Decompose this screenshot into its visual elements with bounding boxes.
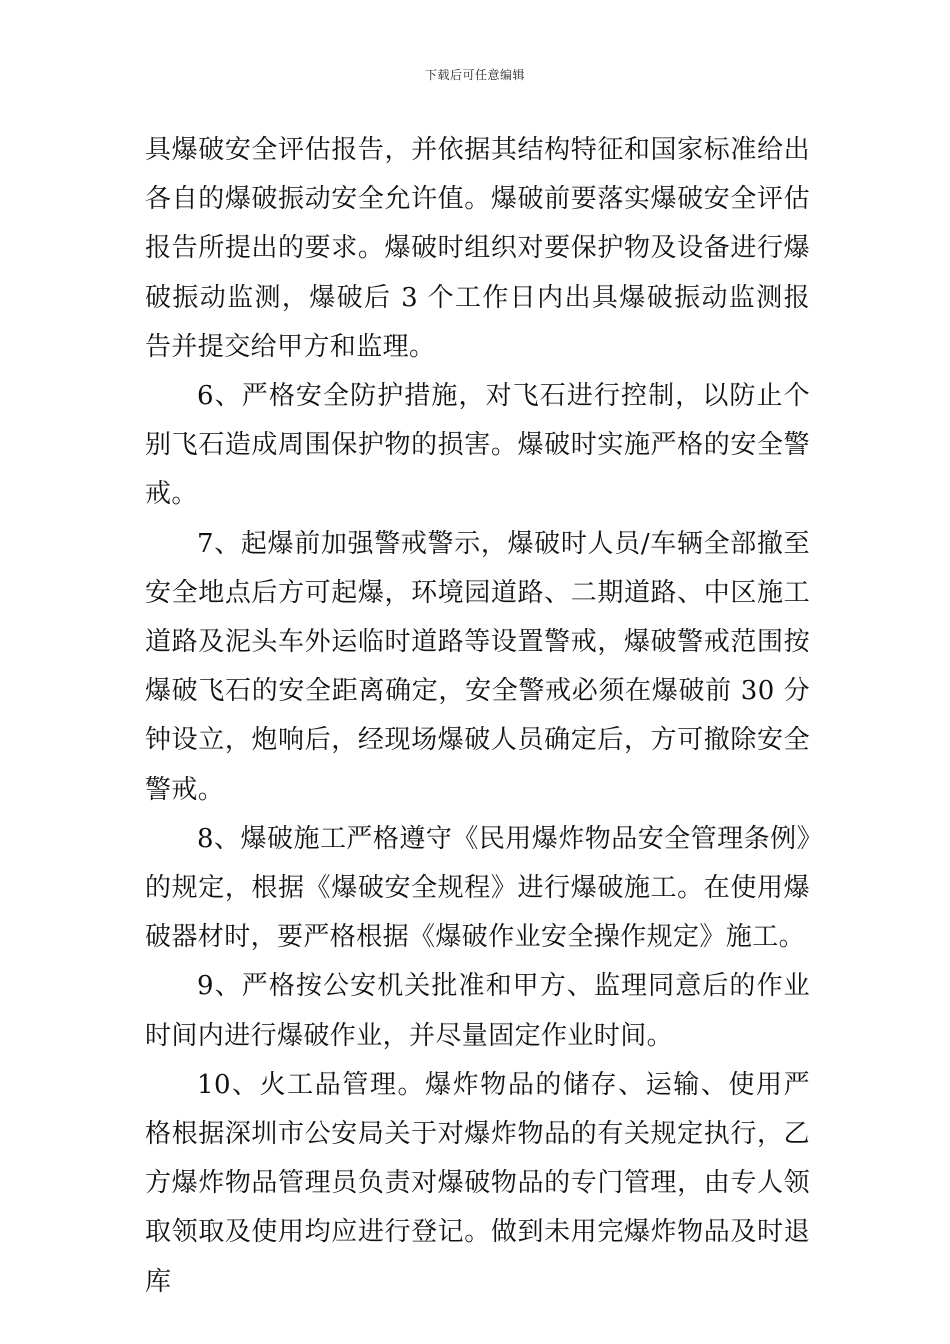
paragraph-item-6: 6、严格安全防护措施，对飞石进行控制，以防止个别飞石造成周围保护物的损害。爆破时实施严格的安全警戒。: [145, 381, 810, 510]
paragraph-item-10: 10、火工品管理。爆炸物品的储存、运输、使用严格根据深圳市公安局关于对爆炸物品的有关规定执行，乙方爆炸物品管理员负责对爆破物品的专门管理，由专人领取领取及使用均应进行登记。做到未用完爆炸物品及时退库: [145, 1069, 810, 1297]
paragraph-continuation: 具爆破安全评估报告，并依据其结构特征和国家标准给出各自的爆破振动安全允许值。爆破前要落实爆破安全评估报告所提出的要求。爆破时组织对要保护物及设备进行爆破振动监测，爆破后 3 个工作日内出具爆破振动监测报告并提交给甲方和监理。: [145, 135, 810, 362]
page-header: 下载后可任意编辑: [424, 68, 525, 82]
paragraph-item-8: 8、爆破施工严格遵守《民用爆炸物品安全管理条例》的规定，根据《爆破安全规程》进行爆破施工。在使用爆破器材时，要严格根据《爆破作业安全操作规定》施工。: [145, 823, 810, 953]
document-body: [145, 126, 810, 1307]
paragraph-item-9: 9、严格按公安机关批准和甲方、监理同意后的作业时间内进行爆破作业，并尽量固定作业时间。: [145, 971, 810, 1051]
paragraph-item-7: 7、起爆前加强警戒警示，爆破时人员/车辆全部撤至安全地点后方可起爆，环境园道路、二期道路、中区施工道路及泥头车外运临时道路等设置警戒，爆破警戒范围按爆破飞石的安全距离确定，安全警戒必须在爆破前 30 分钟设立，炮响后，经现场爆破人员确定后，方可撤除安全警戒。: [145, 528, 810, 805]
